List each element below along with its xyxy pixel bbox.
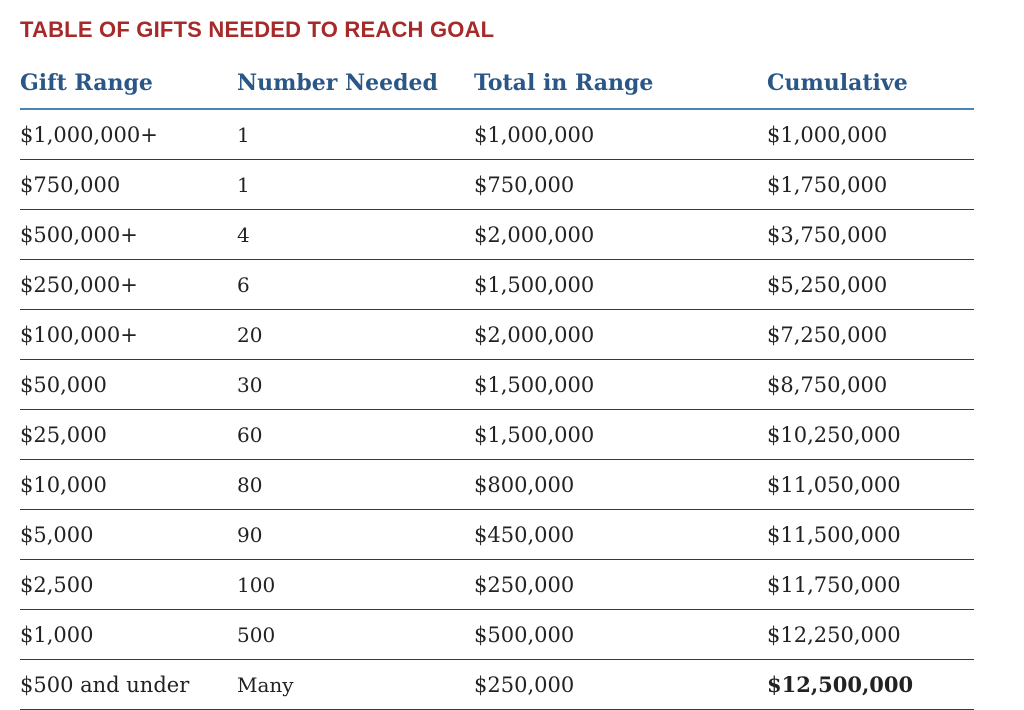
cell-number-needed: 90	[237, 510, 474, 560]
cell-number-needed: 60	[237, 410, 474, 460]
cell-gift-range: $10,000	[20, 460, 237, 510]
cell-total-in-range: $2,000,000	[474, 310, 767, 360]
cell-total-in-range: $1,500,000	[474, 260, 767, 310]
table-row	[20, 210, 974, 260]
cell-cumulative: $8,750,000	[767, 360, 974, 410]
cell-cumulative: $7,250,000	[767, 310, 974, 360]
cell-gift-range: $50,000	[20, 360, 237, 410]
header-row	[20, 58, 974, 109]
cell-cumulative: $12,250,000	[767, 610, 974, 660]
header-cumulative: Cumulative	[767, 58, 974, 109]
cell-gift-range: $750,000	[20, 160, 237, 210]
cell-cumulative: $10,250,000	[767, 410, 974, 460]
cell-gift-range: $2,500	[20, 560, 237, 610]
gift-table	[20, 58, 974, 710]
cell-total-in-range: $450,000	[474, 510, 767, 560]
cell-cumulative: $5,250,000	[767, 260, 974, 310]
cell-number-needed: 1	[237, 109, 474, 160]
cell-gift-range: $25,000	[20, 410, 237, 460]
table-body	[20, 109, 974, 710]
header-number-needed: Number Needed	[237, 58, 474, 109]
cell-gift-range: $5,000	[20, 510, 237, 560]
cell-cumulative: $11,500,000	[767, 510, 974, 560]
cell-gift-range: $500,000+	[20, 210, 237, 260]
cell-number-needed: 6	[237, 260, 474, 310]
cell-cumulative: $11,750,000	[767, 560, 974, 610]
cell-number-needed: 30	[237, 360, 474, 410]
table-row	[20, 610, 974, 660]
table-row	[20, 510, 974, 560]
cell-number-needed: Many	[237, 660, 474, 710]
table-row-final	[20, 660, 974, 710]
cell-gift-range: $250,000+	[20, 260, 237, 310]
cell-total-in-range: $500,000	[474, 610, 767, 660]
cell-total-in-range: $1,000,000	[474, 109, 767, 160]
cell-number-needed: 4	[237, 210, 474, 260]
cell-number-needed: 500	[237, 610, 474, 660]
table-row	[20, 260, 974, 310]
header-gift-range: Gift Range	[20, 58, 237, 109]
table-row	[20, 410, 974, 460]
cell-total-in-range: $750,000	[474, 160, 767, 210]
cell-number-needed: 20	[237, 310, 474, 360]
cell-cumulative: $1,750,000	[767, 160, 974, 210]
cell-cumulative: $1,000,000	[767, 109, 974, 160]
table-row	[20, 160, 974, 210]
cell-total-in-range: $2,000,000	[474, 210, 767, 260]
table-row	[20, 460, 974, 510]
table-header	[20, 58, 974, 109]
table-row	[20, 560, 974, 610]
cell-cumulative-total: $12,500,000	[767, 660, 974, 710]
cell-cumulative: $11,050,000	[767, 460, 974, 510]
cell-gift-range: $100,000+	[20, 310, 237, 360]
cell-total-in-range: $250,000	[474, 660, 767, 710]
table-row	[20, 360, 974, 410]
header-total-in-range: Total in Range	[474, 58, 767, 109]
table-title: TABLE OF GIFTS NEEDED TO REACH GOAL	[20, 17, 495, 42]
cell-total-in-range: $1,500,000	[474, 410, 767, 460]
cell-gift-range: $500 and under	[20, 660, 237, 710]
table-row	[20, 109, 974, 160]
cell-number-needed: 100	[237, 560, 474, 610]
cell-cumulative: $3,750,000	[767, 210, 974, 260]
cell-number-needed: 80	[237, 460, 474, 510]
table-row	[20, 310, 974, 360]
cell-number-needed: 1	[237, 160, 474, 210]
cell-gift-range: $1,000	[20, 610, 237, 660]
cell-total-in-range: $250,000	[474, 560, 767, 610]
cell-gift-range: $1,000,000+	[20, 109, 237, 160]
cell-total-in-range: $800,000	[474, 460, 767, 510]
cell-total-in-range: $1,500,000	[474, 360, 767, 410]
